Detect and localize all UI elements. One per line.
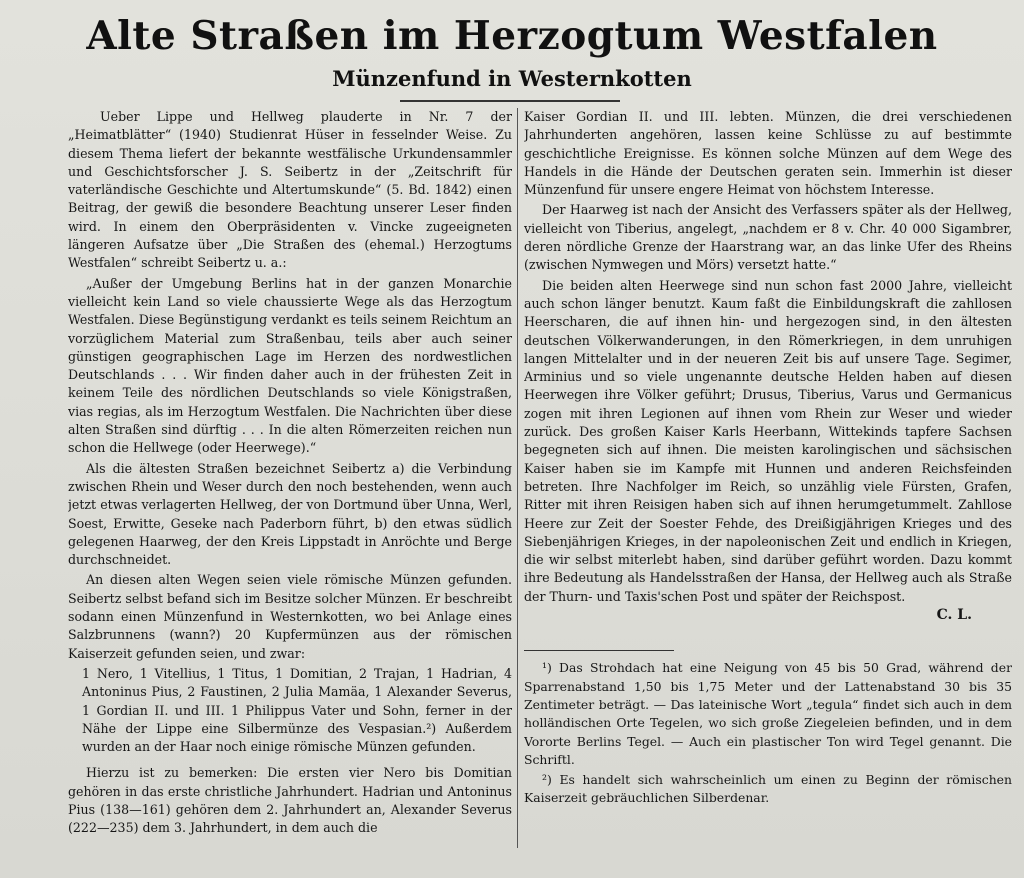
- paragraph: Ueber Lippe und Hellweg plauderte in Nr. 7 der „Heimatblätter“ (1940) Studienrat Hüser in fesselnder Weise. Zu diesem Thema liefert der bekannte westfälische Urkundensammler und Geschichtsforscher J. S. Seibertz in der „Zeitschrift für vaterländische Geschichte und Altertumskunde“ (5. Bd. 1842) einen Beitrag, der gewiß die besondere Beachtung unserer Leser finden wird. In einem den Oberpräsidenten v. Vincke zugeeigneten längeren Aufsatze über „Die Straßen des (ehemal.) Herzogtums Westfalen“ schreibt Seibertz u. a.:: [68, 109, 512, 271]
- paragraph: Kaiser Gordian II. und III. lebten. Münzen, die drei verschiedenen Jahrhunderten angehören, lassen keine Schlüsse zu auf bestimmte geschichtliche Ereignisse. Es können solche Münzen auf dem Wege des Handels in die Hände der Deutschen geraten sein. Immerhin ist dieser Münzenfund für unsere engere Heimat von höchstem Interesse.: [524, 109, 1012, 198]
- footnote-rule: [524, 650, 674, 651]
- paragraph: Der Haarweg ist nach der Ansicht des Verfassers später als der Hellweg, vielleicht von Tiberius, angelegt, „nachdem er 8 v. Chr. 40 000 Sigambrer, deren nördliche Grenze der Haarstrang war, an das linke Ufer des Rheins (zwischen Nymwegen und Mörs) versetzt hatte.“: [524, 202, 1012, 273]
- headline-rule: [400, 100, 620, 102]
- paragraph-quote: „Außer der Umgebung Berlins hat in der ganzen Monarchie vielleicht kein Land so viele chaussierte Wege als das Herzogtum Westfalen. Diese Begünstigung verdankt es teils seinem Reichtum an vorzüglichem Material zum Straßenbau, teils aber auch seiner günstigen geographischen Lage im Herzen des nordwestlichen Deutschlands . . . Wir finden daher auch in der frühesten Zeit in keinem Teile des nördlichen Deutschlands so viele Königstraßen, vias regias, als im Herzogtum Westfalen. Die Nachrichten über diese alten Straßen sind dürftig . . . In die alten Römerzeiten reichen nun schon die Hellwege (oder Heerwege).“: [68, 275, 512, 456]
- paragraph-coin-list: 1 Nero, 1 Vitellius, 1 Titus, 1 Domitian, 2 Trajan, 1 Hadrian, 4 Antoninus Pius, 2 Faustinen, 2 Julia Mamäa, 1 Alexander Severus, 1 Gordian II. und III. 1 Philippus Vater und Sohn, ferner in der Nähe der Lippe eine Silbermünze des Vespasian.²) Außerdem wurden an der Haar noch einige römische Münzen gefunden.: [82, 665, 512, 755]
- right-column: [524, 108, 1012, 870]
- paragraph: Hierzu ist zu bemerken: Die ersten vier Nero bis Domitian gehören in das erste christliche Jahrhundert. Hadrian und Antoninus Pius (138—161) gehören dem 2. Jahrhundert an, Alexander Severus (222—235) dem 3. Jahrhundert, in dem auch die: [68, 765, 512, 836]
- left-column: [68, 108, 512, 870]
- paragraph: Als die ältesten Straßen bezeichnet Seibertz a) die Verbindung zwischen Rhein und Weser durch den noch bestehenden, wenn auch jetzt etwas verlagerten Hellweg, der von Dortmund über Unna, Werl, Soest, Erwitte, Geseke nach Paderborn führt, b) den etwas südlich gelegenen Haarweg, der den Kreis Lippstadt in Anröchte und Berge durchschneidet.: [68, 460, 512, 568]
- author-signature: C. L.: [936, 607, 972, 624]
- article-headline: Alte Straßen im Herzogtum Westfalen: [86, 13, 938, 59]
- paragraph: Die beiden alten Heerwege sind nun schon fast 2000 Jahre, vielleicht auch schon länger benutzt. Kaum faßt die Einbildungskraft die zahllosen Heerscharen, die auf ihnen hin- und hergezogen sind, in den ältesten deutschen Völkerwanderungen, in den Römerkriegen, in dem unruhigen langen Mittelalter und in der neueren Zeit bis auf unsere Tage. Segimer, Arminius und so viele ungenannte deutsche Helden haben auf diesen Heerwegen ihre Völker geführt; Drusus, Tiberius, Varus und Germanicus zogen mit ihren Legionen auf ihnen vom Rhein zur Weser und wieder zurück. Des großen Kaiser Karls Heerbann, Wittekinds tapfere Sachsen begegneten sich auf ihnen. Die meisten karolingischen und sächsischen Kaiser haben sie im Kampfe mit Hunnen und anderen Reichsfeinden betreten. Ihre Nachfolger im Reich, so unzählig viele Fürsten, Grafen, Ritter mit ihren Reisigen haben sich auf ihnen herumgetummelt. Zahllose Heere zur Zeit der Soester Fehde, des Dreißigjährigen Krieges und des Siebenjährigen Krieges, in der napoleonischen Zeit und endlich in Kriegen, die wir selbst miterlebt haben, sind darüber geführt worden. Dazu kommt ihre Bedeutung als Handelsstraßen der Hansa, der Hellweg auch als Straße der Thurn- und Taxis'schen Post und später der Reichspost.: [524, 277, 1012, 604]
- footnote: ¹) Das Strohdach hat eine Neigung von 45 bis 50 Grad, während der Sparrenabstand 1,50 bis 1,75 Meter und der Lattenabstand 30 bis 35 Zentimeter beträgt. — Das lateinische Wort „tegula“ findet sich auch in dem holländischen Orte Tegelen, wo sich große Ziegeleien befinden, und in dem Vororte Berlins Tegel. — Auch ein plastischer Ton wird Tegel genannt. Die Schriftl.: [524, 660, 1012, 767]
- paragraph: An diesen alten Wegen seien viele römische Münzen gefunden. Seibertz selbst befand sich im Besitze solcher Münzen. Er beschreibt sodann einen Münzenfund in Westernkotten, wo bei Anlage eines Salzbrunnens (wann?) 20 Kupfermünzen aus der römischen Kaiserzeit gefunden seien, und zwar:: [68, 572, 512, 661]
- column-divider: [517, 108, 518, 848]
- footnote: ²) Es handelt sich wahrscheinlich um einen zu Beginn der römischen Kaiserzeit gebräuchlichen Silberdenar.: [524, 772, 1012, 806]
- article-subheadline: Münzenfund in Westernkotten: [332, 66, 692, 91]
